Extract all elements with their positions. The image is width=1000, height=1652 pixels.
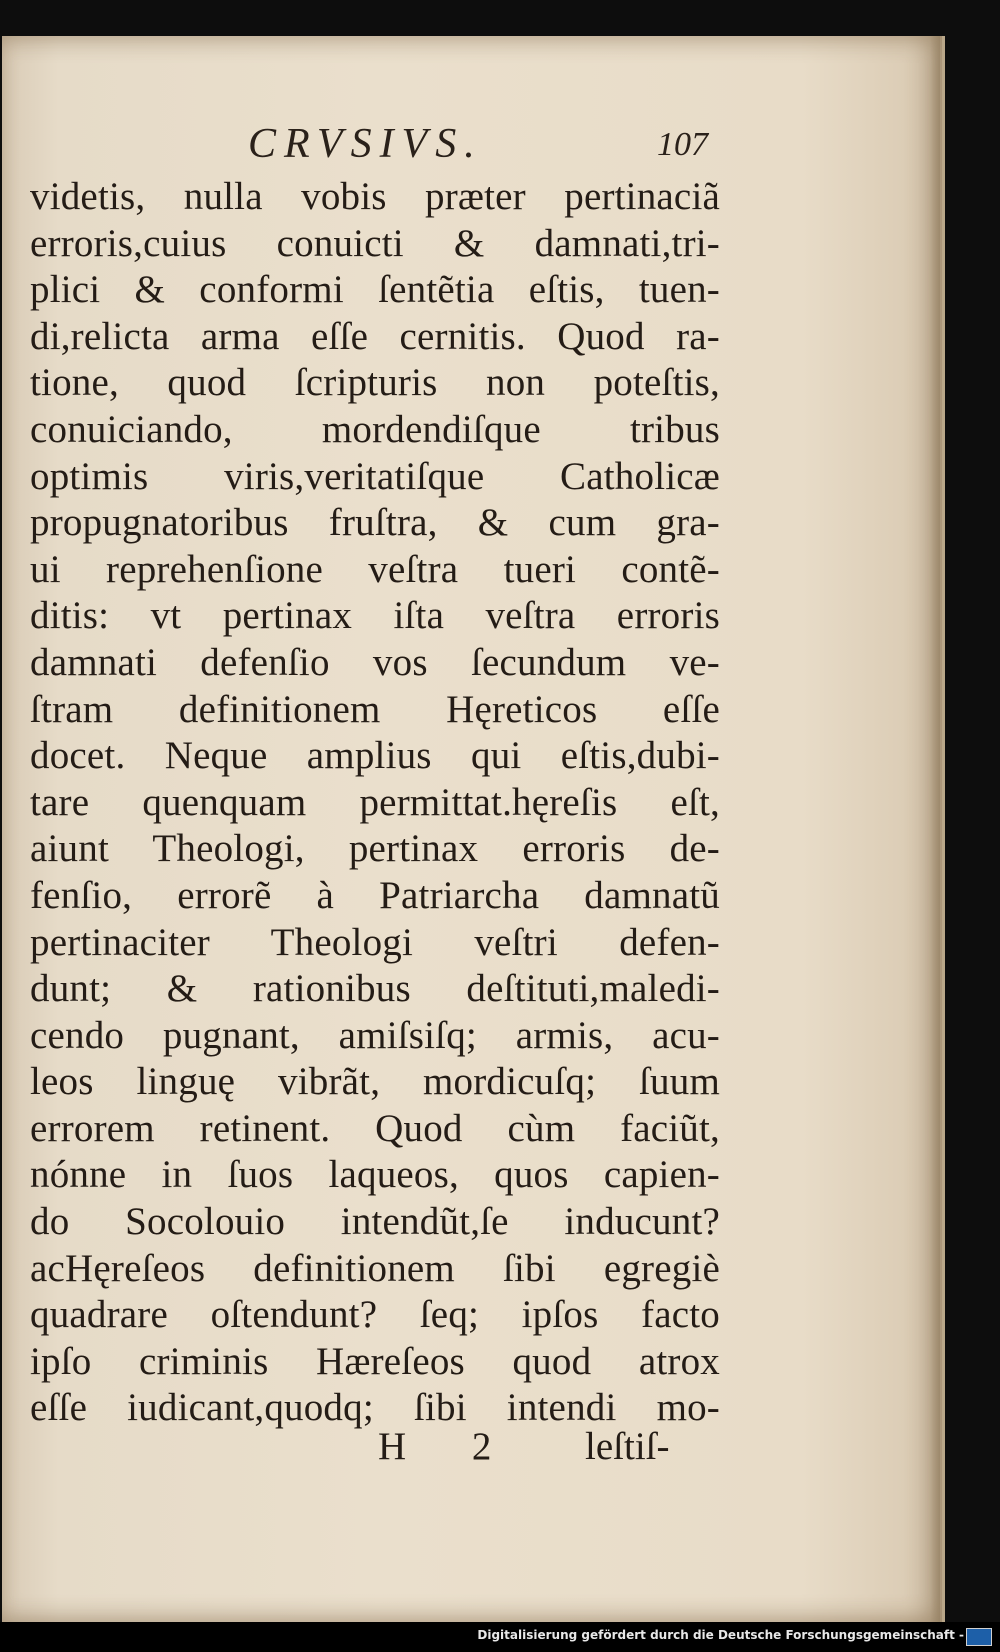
text-line: ipſo criminis Hæreſeos quod atrox	[30, 1339, 720, 1383]
catchword: leſtiſ-	[585, 1425, 670, 1468]
text-line: nónne in ſuos laqueos, quos capien-	[30, 1153, 720, 1197]
text-line: ui reprehenſione veſtra tueri contẽ-	[30, 547, 720, 591]
page-edge-shadow	[930, 36, 940, 1622]
page-number: 107	[657, 126, 708, 163]
text-line: optimis viris,veritatiſque Catholicæ	[30, 454, 720, 498]
dfg-logo-icon	[966, 1628, 992, 1646]
text-line: tare quenquam permittat.hęreſis eſt,	[30, 780, 720, 824]
page-header	[0, 120, 1000, 180]
digitization-credit-bar	[0, 1622, 1000, 1652]
text-line: ditis: vt pertinax iſta veſtra erroris	[30, 594, 720, 638]
text-line: aiunt Theologi, pertinax erroris de-	[30, 827, 720, 871]
page-footer	[0, 1424, 1000, 1474]
text-line: dunt; & rationibus deſtituti,maledi-	[30, 967, 720, 1011]
text-line: conuiciando, mordendiſque tribus	[30, 407, 720, 451]
text-line: videtis, nulla vobis præter pertinaciã	[30, 175, 720, 218]
signature-mark: H 2	[378, 1425, 520, 1468]
text-line: fenſio, errorẽ à Patriarcha damnatũ	[30, 873, 720, 917]
text-line: ſtram definitionem Hęreticos eſſe	[30, 687, 720, 731]
text-line: di,relicta arma eſſe cernitis. Quod ra-	[30, 314, 720, 358]
text-line: leos linguę vibrãt, mordicuſq; ſuum	[30, 1060, 720, 1104]
text-line: docet. Neque amplius qui eſtis,dubi-	[30, 734, 720, 778]
text-line: erroris,cuius conuicti & damnati,tri-	[30, 221, 720, 265]
running-head: CRVSIVS.	[248, 121, 483, 167]
text-line: quadrare oſtendunt? ſeq; ipſos facto	[30, 1293, 720, 1337]
text-line: tione, quod ſcripturis non poteſtis,	[30, 361, 720, 405]
text-line: propugnatoribus fruſtra, & cum gra-	[30, 501, 720, 545]
text-line: acHęreſeos definitionem ſibi egregiè	[30, 1246, 720, 1290]
text-line: eſſe iudicant,quodq; ſibi intendi mo-	[30, 1386, 720, 1430]
text-line: plici & conformi ſentẽtia eſtis, tuen-	[30, 268, 720, 312]
credit-text: Digitalisierung gefördert durch die Deutsche Forschungsgemeinschaft -	[477, 1628, 964, 1642]
text-line: cendo pugnant, amiſsiſq; armis, acu-	[30, 1013, 720, 1057]
text-line: damnati defenſio vos ſecundum ve-	[30, 640, 720, 684]
text-line: errorem retinent. Quod cùm faciũt,	[30, 1106, 720, 1150]
text-line: pertinaciter Theologi veſtri defen-	[30, 920, 720, 964]
body-text	[30, 174, 720, 1432]
text-line: do Socolouio intendũt,ſe inducunt?	[30, 1200, 720, 1244]
